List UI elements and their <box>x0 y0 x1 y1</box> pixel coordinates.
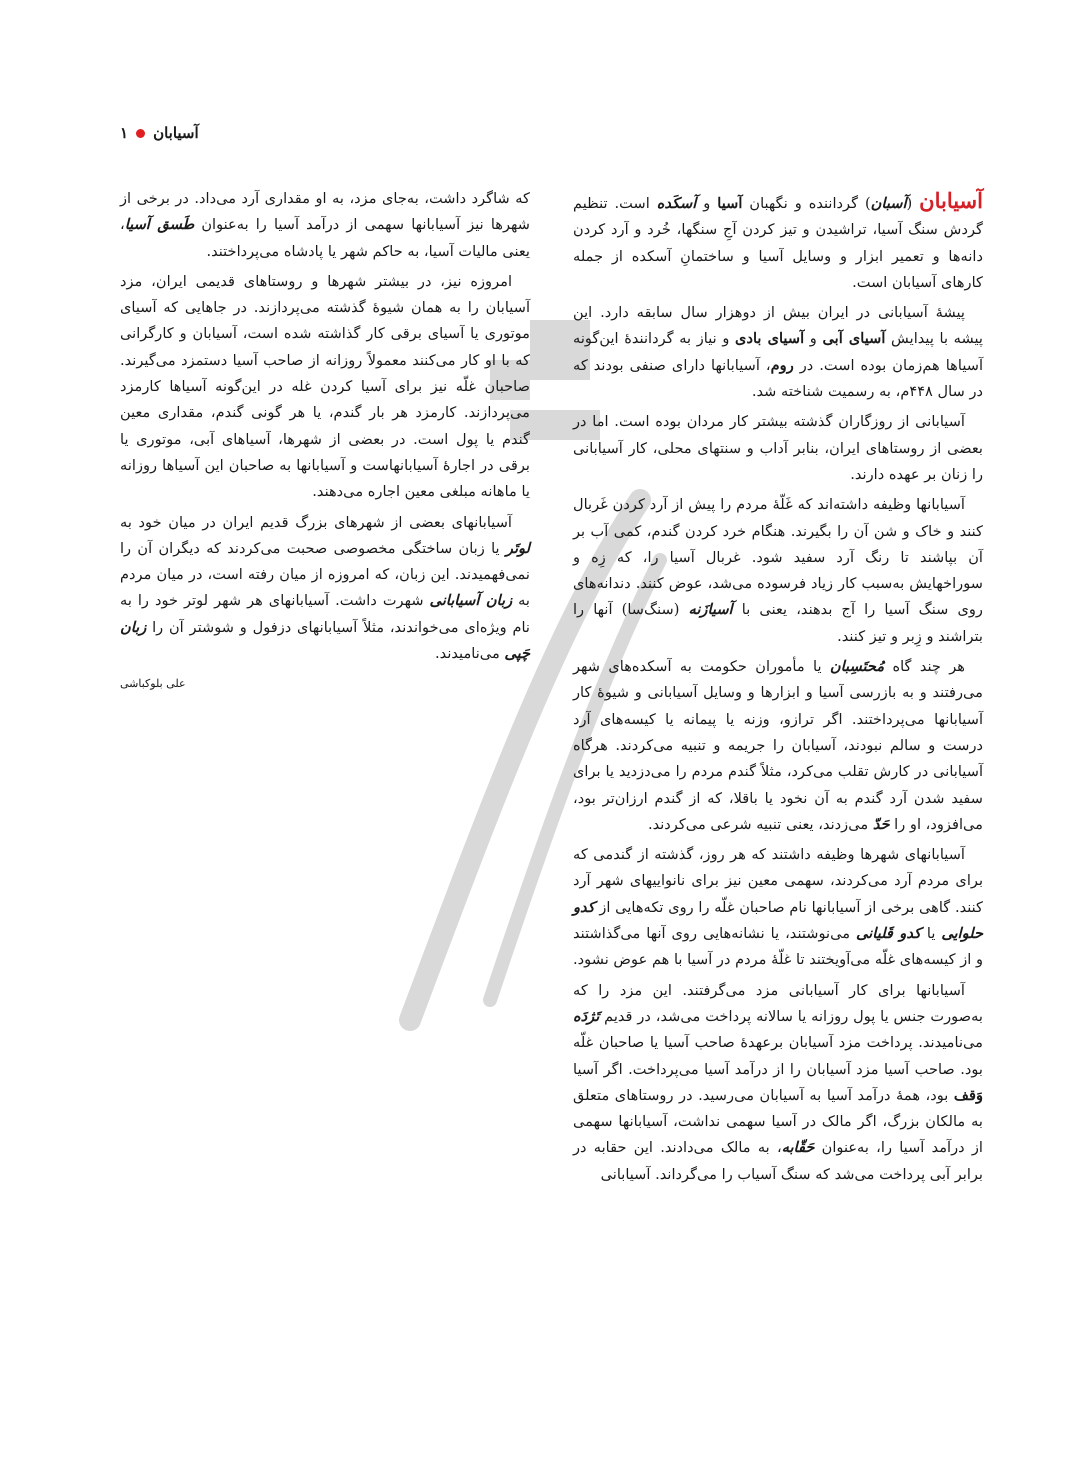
paragraph-apprentice: که شاگرد داشت، به‌جای مزد، به او مقداری آرد می‌داد. در برخی از شهرها نیز آسیابانها سهمی از درآمد آسیا را به‌عنوان طَسق آسیا، یعنی مالیات آسیا، به حاکم شهر یا پادشاه می‌پرداختند. <box>120 190 530 260</box>
term-vaghf: وَقف <box>953 1086 983 1104</box>
term-chapi-language: زبان چَپی <box>120 618 530 663</box>
term-miller-language: زبان آسیابانی <box>429 592 513 610</box>
right-column <box>573 188 983 1192</box>
term-haghabe: حَقّابه <box>781 1139 815 1157</box>
term-kadoo-halvaei: کدو حلوایی <box>573 898 983 943</box>
term-mohtaseban: مُحتَسِبان <box>829 658 885 676</box>
term-wind-mill: آسیای بادی <box>735 330 805 348</box>
term-water-mill: آسیای آبی <box>822 330 886 348</box>
paragraph-city-millers: آسیابانهای شهرها وظیفه داشتند که هر روز، گذشته از گندمی که برای مردم آرد می‌کردند، سهمی معین نیز برای نانواییهای شهر آرد کنند. گاهی برخی از آسیابانها نام صاحبان غلّه را روی تکه‌هایی از کدو حلوایی یا کدو قَلیانی می‌نوشتند، یا نشانه‌هایی روی آنها می‌گذاشتند و از کیسه‌های غلّه می‌آویختند تا غلّهٔ مردم در آسیا با هم عوض نشود. <box>573 846 983 969</box>
term-tasgh-asia: طَسق آسیا <box>124 216 195 234</box>
paragraph-today: امروزه نیز، در بیشتر شهرها و روستاهای قدیمی ایران، مزد آسیابان را به همان شیوهٔ گذشته می‌پردازند. در جاهایی که آسیای موتوری یا آسیای برقی کار گذاشته شده است، آسیابان و کارگرانی که با او کار می‌کنند معمولاً روزانه از صاحب آسیا دستمزد می‌گیرند. صاحبان غلّه نیز برای آسیا کردن غله در این‌گونه آسیاها کارمزد می‌پردازند. کارمزد هر بار گندم، یا هر گونی گندم، مقداری معین گندم یا پول است. در بعضی از شهرها، آسیاهای آبی، موتوری یا برقی در اجارهٔ آسیابانهاست و آسیابانها به صاحبان این آسیاها روزانه یا ماهانه مبلغی معین اجاره می‌دهند. <box>120 272 530 501</box>
paragraph-intro: آسیابان (آسبان) گرداننده و نگهبان آسیا و آسکَده است. تنظیم گردش سنگ آسیا، تراشیدن و تیز کردن آجِ سنگها، خُرد و آرد کردن دانه‌ها و تعمیر ابزار و وسایل آسیا و ساختمانِ آسکده از جمله کارهای آسیابان است. <box>573 188 983 291</box>
running-title: آسیابان <box>153 124 199 142</box>
entry-title: آسیابان <box>919 188 983 213</box>
paragraph-inspectors: هر چند گاه مُحتَسِبان یا مأموران حکومت به آسکده‌های شهر می‌رفتند و به بازرسی آسیا و ابزارها و وسایل آسیابانی و شیوهٔ کار آسیابانها می‌پرداختند. اگر ترازو، وزنه یا پیمانه یا کیسه‌های آرد درست و سالم نبودند، آسیابان را جریمه و تنبیه می‌کردند. هرگاه آسیابانی در کارش تقلب می‌کرد، مثلاً گندم مردم را می‌دزدید یا برای سفید شدن آرد گندم به آن نخود یا باقلا، که از گندم ارزان‌تر بود، می‌افزود، او را حَدّ می‌زدند، یعنی تنبیه شرعی می‌کردند. <box>573 658 983 833</box>
term-lotar: لوتَر <box>505 539 530 557</box>
bullet-dot-icon <box>136 129 145 138</box>
term-rome: روم <box>770 356 794 374</box>
paragraph-gender: آسیابانی از روزگاران گذشته بیشتر کار مردان بوده است. اما در بعضی از روستاهای ایران، بنابر آداب و سنتهای محلی، کار آسیابانی را زنان بر عهده دارند. <box>573 413 983 483</box>
author-line <box>120 671 530 697</box>
term-asiazane: آسیازَنه <box>688 601 733 619</box>
page-number: ۱ <box>120 124 129 142</box>
term-kadoo-ghalyani: کدو قَلیانی <box>856 925 921 943</box>
term-had: حَدّ <box>872 815 890 833</box>
term-asia: آسیا <box>717 195 743 212</box>
paragraph-wages: آسیابانها برای کار آسیابانی مزد می‌گرفتند. این مزد را که به‌صورت جنس یا پول روزانه یا سالانه پرداخت می‌شد، در قدیم تَژدَه می‌نامیدند. پرداخت مزد آسیابان برعهدهٔ صاحب آسیا یا صاحبان غلّه بود. صاحب آسیا مزد آسیابان را از درآمد آسیا می‌پرداخت. اگر آسیا وَقف بود، همهٔ درآمد آسیا به آسیابان می‌رسید. در روستاهای متعلق به مالکان بزرگ، اگر مالک در آسیا سهمی نداشت، آسیابانها سهمی از درآمد آسیا را، به‌عنوان حَقّابه، به مالک می‌دادند. این حقابه در برابر آبی پرداخت می‌شد که سنگ آسیاب را می‌گرداند. آسیابانی <box>573 981 983 1183</box>
author-name: علی بلوکباشی <box>120 677 186 691</box>
page-header <box>120 124 199 142</box>
left-column <box>120 186 530 698</box>
pronunciation: آسبان <box>870 195 907 212</box>
term-tazhde: تَژدَه <box>573 1007 600 1025</box>
paragraph-duties: آسیابانها وظیفه داشته‌اند که غَلّهٔ مردم را پیش از آرد کردن غَربال کنند و خاک و شن آن را بگیرند. هنگام خرد کردن گندم، کمی آب بر آن بپاشند تا رنگ آرد سفید شود. غربال آسیا را، که زِه و سوراخهایش به‌سبب کار زیاد فرسوده می‌شد، عوض کنند. دندانه‌های روی سنگ آسیا را آج بدهند، یعنی با آسیازَنه (سنگ‌سا) آنها را بتراشند و زِبر و تیز کنند. <box>573 496 983 645</box>
paragraph-history: پیشهٔ آسیابانی در ایران بیش از دوهزار سال سابقه دارد. این پیشه با پیدایش آسیای آبی و آسیای بادی و نیاز به گردانندهٔ این‌گونه آسیاها هم‌زمان بوده است. در روم، آسیابانها دارای صنفی بودند که در سال ۴۴۸م، به رسمیت شناخته شد. <box>573 304 984 401</box>
term-askade: آسکَده <box>656 195 697 212</box>
paragraph-language: آسیابانهای بعضی از شهرهای بزرگ قدیم ایران در میان خود به لوتَر یا زبان ساختگی مخصوصی صحبت می‌کردند که دیگران آن را نمی‌فهمیدند. این زبان، که امروزه از میان رفته است، در میان مردم به زبان آسیابانی شهرت داشت. آسیابانهای هر شهر لوتر خود را به نام ویژه‌ای می‌خواندند، مثلاً آسیابانهای دزفول و شوشتر آن را زبان چَپی می‌نامیدند. <box>120 513 530 663</box>
